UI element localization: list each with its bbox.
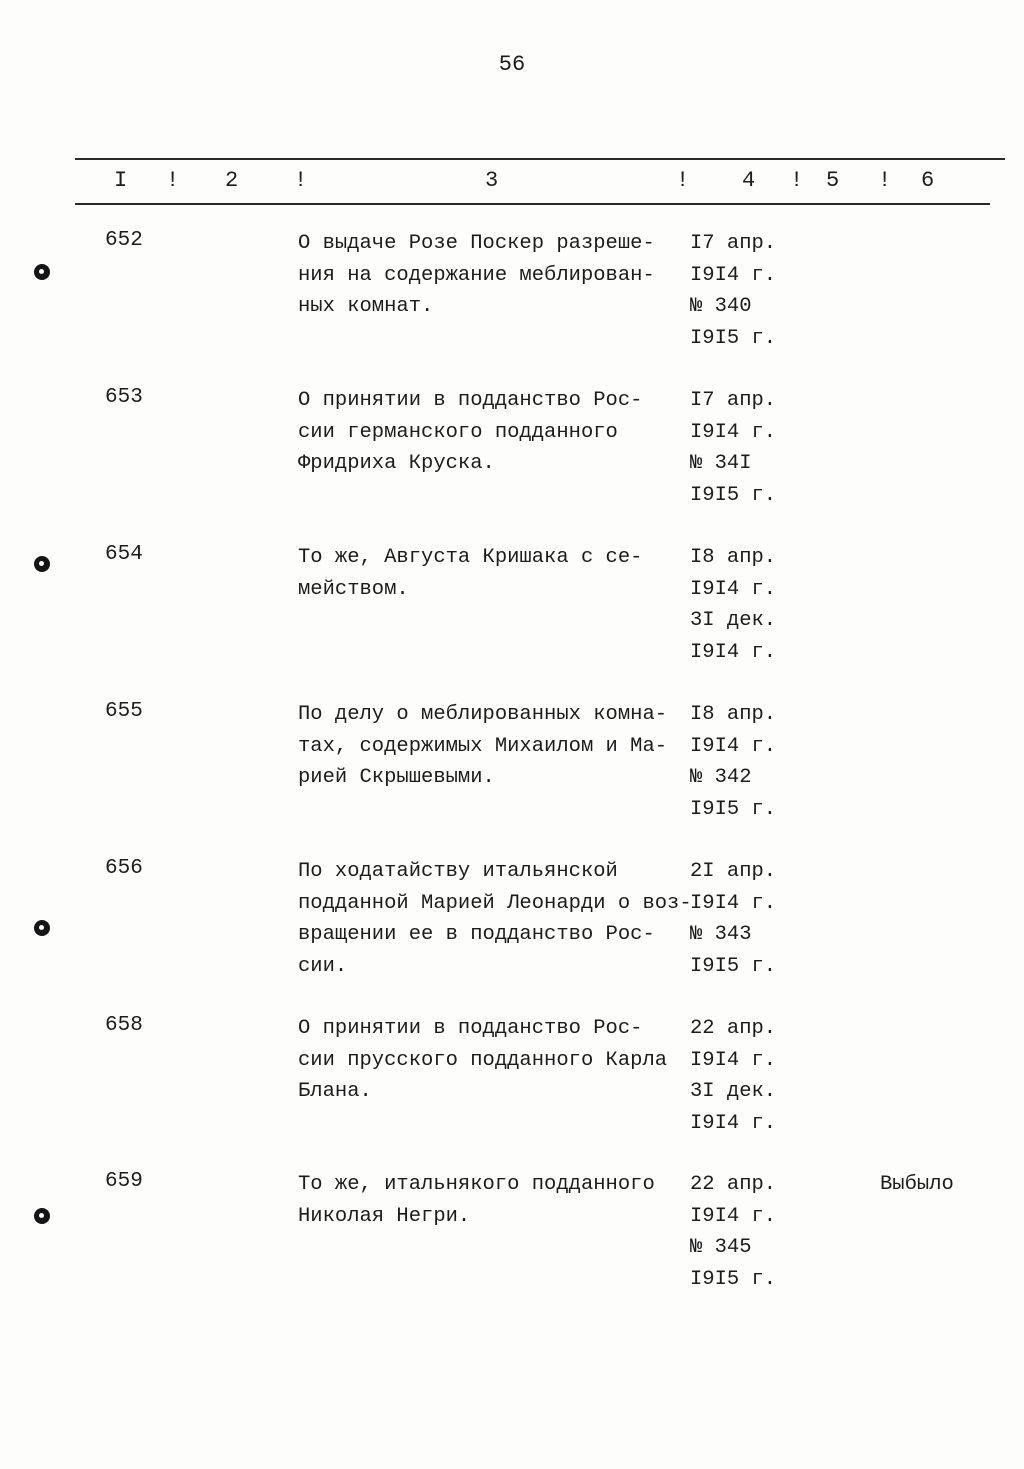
date-line: I9I5 г. bbox=[690, 954, 777, 978]
punch-hole bbox=[34, 556, 50, 572]
date-line: I9I5 г. bbox=[690, 326, 777, 350]
record-number: 653 bbox=[105, 386, 143, 409]
date-line: I9I4 г. bbox=[690, 1048, 777, 1072]
record-row bbox=[0, 856, 1024, 996]
title-line: сии германского подданного bbox=[298, 420, 618, 444]
record-row bbox=[0, 385, 1024, 525]
date-line: 3I дек. bbox=[690, 609, 777, 632]
punch-hole bbox=[34, 264, 50, 280]
header-separator: ! bbox=[294, 168, 308, 193]
title-line: мейством. bbox=[298, 577, 409, 601]
date-line: 2I апр. bbox=[690, 860, 777, 883]
record-row bbox=[0, 699, 1024, 839]
date-line: 3I дек. bbox=[690, 1080, 777, 1103]
title-line: То же, итальнякого подданного bbox=[298, 1173, 655, 1196]
title-line: То же, Августа Кришака с се- bbox=[298, 546, 643, 569]
title-line: О выдаче Розе Поскер разреше- bbox=[298, 232, 655, 255]
title-line: Блана. bbox=[298, 1080, 372, 1103]
record-number: 652 bbox=[105, 229, 143, 252]
record-title bbox=[298, 1169, 690, 1232]
title-line: По делу о меблированных комна- bbox=[298, 703, 668, 726]
record-dates bbox=[690, 385, 820, 511]
title-line: По ходатайству итальянской bbox=[298, 860, 618, 883]
record-number: 659 bbox=[105, 1170, 143, 1193]
header-separator: ! bbox=[166, 168, 180, 193]
record-title bbox=[298, 542, 690, 605]
title-line: сии прусского подданного Карла bbox=[298, 1048, 668, 1072]
title-line: подданной Марией Леонарди о воз- bbox=[298, 891, 692, 915]
record-title bbox=[298, 1013, 690, 1108]
title-line: тах, содержимых Михаилом и Ма- bbox=[298, 734, 668, 758]
record-row bbox=[0, 542, 1024, 682]
record-dates bbox=[690, 1169, 820, 1295]
date-line: I9I4 г. bbox=[690, 577, 777, 601]
title-line: вращении ее в подданство Рос- bbox=[298, 923, 655, 946]
date-line: I9I5 г. bbox=[690, 483, 777, 507]
record-note: Выбыло bbox=[880, 1173, 954, 1196]
date-line: I9I4 г. bbox=[690, 263, 777, 287]
title-line: сии. bbox=[298, 954, 348, 978]
date-line: 22 апр. bbox=[690, 1017, 777, 1040]
date-line: I8 апр. bbox=[690, 546, 777, 569]
date-line: I9I4 г. bbox=[690, 1204, 777, 1228]
header-bottom-rule bbox=[75, 203, 990, 205]
date-line: № 342 bbox=[690, 766, 752, 789]
record-dates bbox=[690, 1013, 820, 1139]
title-line: Николая Негри. bbox=[298, 1204, 471, 1228]
date-line: 22 апр. bbox=[690, 1173, 777, 1196]
record-row bbox=[0, 228, 1024, 368]
header-col-4: 4 bbox=[742, 168, 756, 193]
date-line: № 343 bbox=[690, 923, 752, 946]
date-line: № 345 bbox=[690, 1236, 752, 1259]
header-separator: ! bbox=[878, 168, 892, 193]
date-line: I7 апр. bbox=[690, 232, 777, 255]
title-line: О принятии в подданство Рос- bbox=[298, 389, 643, 412]
date-line: I7 апр. bbox=[690, 389, 777, 412]
record-title bbox=[298, 856, 690, 982]
header-separator: ! bbox=[676, 168, 690, 193]
date-line: I9I5 г. bbox=[690, 797, 777, 821]
record-row bbox=[0, 1013, 1024, 1153]
title-line: О принятии в подданство Рос- bbox=[298, 1017, 643, 1040]
record-number: 658 bbox=[105, 1014, 143, 1037]
title-line: ных комнат. bbox=[298, 295, 434, 318]
page-number: 56 bbox=[498, 52, 526, 77]
record-dates bbox=[690, 542, 820, 668]
title-line: рией Скрышевыми. bbox=[298, 766, 495, 789]
date-line: № 34I bbox=[690, 452, 752, 475]
date-line: I9I5 г. bbox=[690, 1267, 777, 1291]
record-number: 654 bbox=[105, 543, 143, 566]
header-col-3: 3 bbox=[485, 168, 499, 193]
date-line: № 340 bbox=[690, 295, 752, 318]
date-line: I9I4 г. bbox=[690, 1111, 777, 1135]
header-col-6: 6 bbox=[921, 168, 935, 193]
date-line: I9I4 г. bbox=[690, 891, 777, 915]
punch-hole bbox=[34, 920, 50, 936]
header-top-rule bbox=[75, 158, 1005, 160]
record-dates bbox=[690, 699, 820, 825]
record-title bbox=[298, 699, 690, 794]
header-col-5: 5 bbox=[826, 168, 840, 193]
record-title bbox=[298, 228, 690, 323]
date-line: I9I4 г. bbox=[690, 420, 777, 444]
punch-hole bbox=[34, 1208, 50, 1224]
date-line: I8 апр. bbox=[690, 703, 777, 726]
record-title bbox=[298, 385, 690, 480]
title-line: Фридриха Круска. bbox=[298, 452, 495, 475]
header-col-2: 2 bbox=[225, 168, 239, 193]
header-col-1: I bbox=[114, 168, 128, 193]
record-dates bbox=[690, 856, 820, 982]
title-line: ния на содержание меблирован- bbox=[298, 263, 655, 287]
record-number: 655 bbox=[105, 700, 143, 723]
date-line: I9I4 г. bbox=[690, 640, 777, 664]
record-number: 656 bbox=[105, 857, 143, 880]
record-row bbox=[0, 1169, 1024, 1309]
date-line: I9I4 г. bbox=[690, 734, 777, 758]
record-dates bbox=[690, 228, 820, 354]
header-separator: ! bbox=[790, 168, 804, 193]
